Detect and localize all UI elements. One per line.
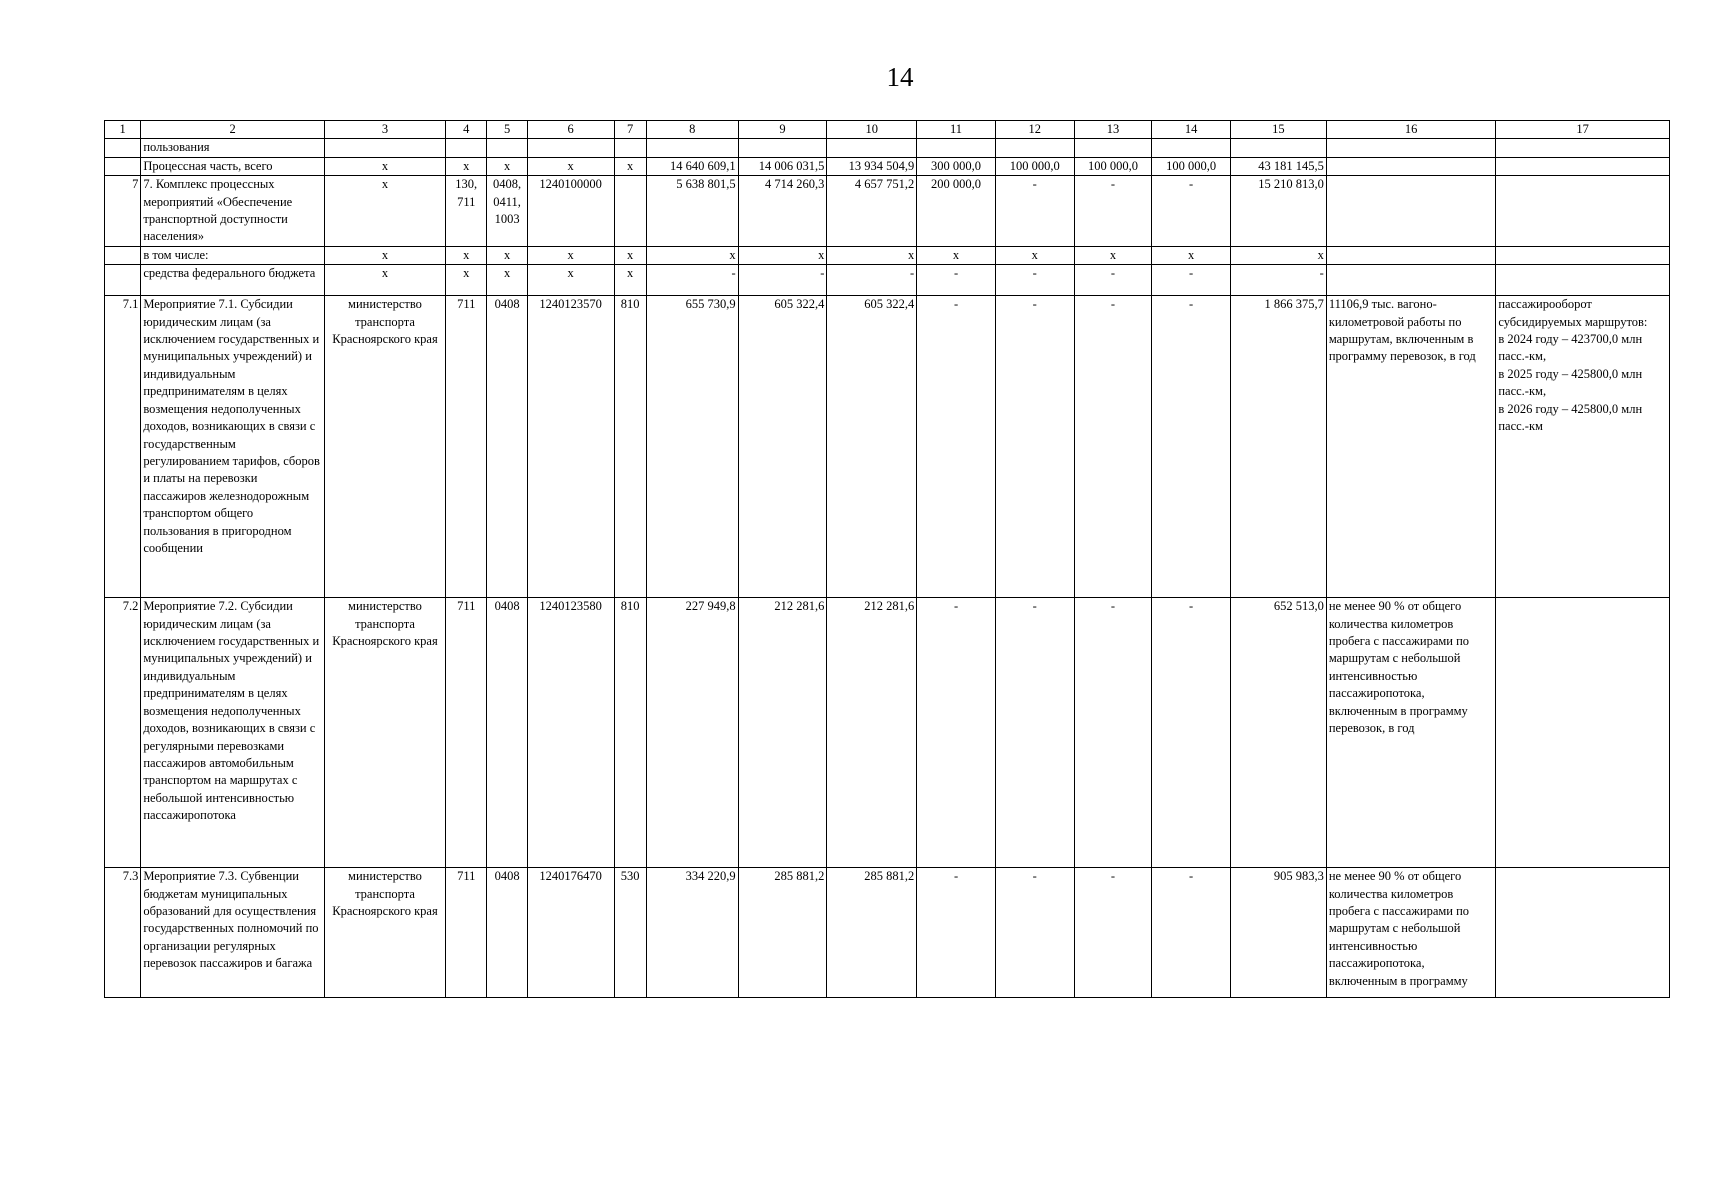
header-cell: 6 [527,121,614,139]
header-cell: 2 [141,121,325,139]
header-cell: 4 [446,121,487,139]
header-cell: 11 [917,121,996,139]
header-cell: 9 [738,121,827,139]
table-cell: 0408 [487,868,527,998]
table-cell [1230,139,1326,157]
table-row [105,246,1670,264]
table-cell [995,139,1074,157]
table-cell: 4 714 260,3 [738,176,827,247]
table-cell: Мероприятие 7.1. Субсидии юридическим лицам (за исключением государственных и муниципальных учреждений) и индивидуальным предпринимателям в целях возмещения недополученных доходов, возникающих в связи с государственным регулированием тарифов, сборов и платы на перевозки пассажиров железнодорожным транспортом общего пользования в пригородном сообщении [141,296,325,598]
table-cell [1496,157,1670,175]
table-cell: x [446,265,487,296]
table-row [105,176,1670,247]
table-cell: 14 006 031,5 [738,157,827,175]
table-cell: - [995,296,1074,598]
table-cell: - [646,265,738,296]
header-cell: 15 [1230,121,1326,139]
table-cell: - [1074,265,1152,296]
table-cell: 530 [614,868,646,998]
table-cell [614,139,646,157]
table-cell [1326,157,1496,175]
table-cell: 14 640 609,1 [646,157,738,175]
table-cell [487,139,527,157]
header-cell: 7 [614,121,646,139]
table-cell: 43 181 145,5 [1230,157,1326,175]
table-cell: 0408, 0411, 1003 [487,176,527,247]
table-cell [446,139,487,157]
table-row [105,598,1670,868]
table-cell: не менее 90 % от общего количества километров пробега с пассажирами по маршрутам с небольшой интенсивностью пассажиропотока, включенным в программу [1326,868,1496,998]
table-cell: x [827,246,917,264]
table-cell: 100 000,0 [995,157,1074,175]
table-cell: 11106,9 тыс. вагоно-километровой работы по маршрутам, включенным в программу перевозок, в год [1326,296,1496,598]
header-cell: 1 [105,121,141,139]
table-header-row [105,121,1670,139]
table-cell [1326,139,1496,157]
table-cell: 810 [614,296,646,598]
header-cell: 8 [646,121,738,139]
table-cell [1496,139,1670,157]
table-cell [738,139,827,157]
table-cell: 655 730,9 [646,296,738,598]
table-cell: x [614,246,646,264]
table-cell: 212 281,6 [827,598,917,868]
table-row [105,157,1670,175]
table-cell: - [1152,176,1231,247]
table-cell: x [995,246,1074,264]
table-cell [105,246,141,264]
table-cell: x [446,157,487,175]
table-cell: 605 322,4 [738,296,827,598]
table-cell: 0408 [487,598,527,868]
table-cell: 13 934 504,9 [827,157,917,175]
table-cell: в том числе: [141,246,325,264]
table-cell: 1240123580 [527,598,614,868]
table-cell: - [1074,868,1152,998]
table-cell: 100 000,0 [1152,157,1231,175]
table-cell [105,265,141,296]
table-cell: пассажирооборот субсидируемых маршрутов: в 2024 году – 423700,0 млн пасс.-км, в 2025 году – 425800,0 млн пасс.-км, в 2026 году – 425800,0 млн пасс.-км [1496,296,1670,598]
table-cell: 605 322,4 [827,296,917,598]
table-cell: - [917,296,996,598]
table-cell [105,139,141,157]
table-cell: 711 [446,868,487,998]
table-cell: 334 220,9 [646,868,738,998]
table-cell: - [1074,176,1152,247]
table-cell: - [738,265,827,296]
table-cell: x [446,246,487,264]
table-cell [1496,265,1670,296]
table-cell: министерство транспорта Красноярского края [324,598,445,868]
table-cell: 4 657 751,2 [827,176,917,247]
table-cell: 810 [614,598,646,868]
header-cell: 3 [324,121,445,139]
table-cell: - [1152,296,1231,598]
table-cell: x [324,265,445,296]
table-cell [527,139,614,157]
table-cell [827,139,917,157]
table-cell: - [995,176,1074,247]
table-row [105,868,1670,998]
data-table [104,120,1670,998]
table-cell: x [917,246,996,264]
table-cell: x [487,157,527,175]
table-cell: не менее 90 % от общего количества километров пробега с пассажирами по маршрутам с небольшой интенсивностью пассажиропотока, включенным в программу перевозок, в год [1326,598,1496,868]
table-cell: - [1152,265,1231,296]
table-cell: Процессная часть, всего [141,157,325,175]
table-cell: 1240123570 [527,296,614,598]
table-cell: 1240176470 [527,868,614,998]
table-cell: 227 949,8 [646,598,738,868]
table-cell: 1 866 375,7 [1230,296,1326,598]
table-cell: - [1074,598,1152,868]
table-cell [1496,246,1670,264]
header-cell: 5 [487,121,527,139]
header-cell: 12 [995,121,1074,139]
header-cell: 17 [1496,121,1670,139]
table-cell: 711 [446,598,487,868]
table-cell [1326,265,1496,296]
table-cell: 652 513,0 [1230,598,1326,868]
header-cell: 16 [1326,121,1496,139]
table-cell: 7. Комплекс процессных мероприятий «Обеспечение транспортной доступности населения» [141,176,325,247]
table-cell [1496,868,1670,998]
table-cell: 7.3 [105,868,141,998]
table-cell: 905 983,3 [1230,868,1326,998]
table-cell: 100 000,0 [1074,157,1152,175]
table-cell: 15 210 813,0 [1230,176,1326,247]
table-cell: x [527,246,614,264]
table-cell: x [1230,246,1326,264]
table-cell: x [324,157,445,175]
table-row [105,265,1670,296]
table-cell: x [487,265,527,296]
table-cell: - [1230,265,1326,296]
table-cell: - [917,598,996,868]
table-cell: министерство транспорта Красноярского края [324,868,445,998]
table-cell [1326,246,1496,264]
table-cell [917,139,996,157]
table-cell: x [527,265,614,296]
table-cell [1496,176,1670,247]
table-cell: x [324,246,445,264]
table-cell: x [527,157,614,175]
table-cell: x [646,246,738,264]
table-cell: - [995,868,1074,998]
table-cell: 285 881,2 [827,868,917,998]
table-cell: 300 000,0 [917,157,996,175]
table-cell: x [1152,246,1231,264]
table-cell: 200 000,0 [917,176,996,247]
table-cell: - [995,265,1074,296]
table-cell: - [1152,868,1231,998]
table-cell: - [917,265,996,296]
table-cell: министерство транспорта Красноярского края [324,296,445,598]
table-cell: Мероприятие 7.3. Субвенции бюджетам муниципальных образований для осуществления государственных полномочий по организации регулярных перевозок пассажиров и багажа [141,868,325,998]
table-row [105,296,1670,598]
table-cell: x [614,157,646,175]
table-cell: x [614,265,646,296]
table-cell [1326,176,1496,247]
table-cell: 0408 [487,296,527,598]
table-cell: 285 881,2 [738,868,827,998]
table-cell: средства федерального бюджета [141,265,325,296]
table-cell: - [1152,598,1231,868]
table-cell: 711 [446,296,487,598]
table-cell: 212 281,6 [738,598,827,868]
table-cell: 1240100000 [527,176,614,247]
table-cell: x [324,176,445,247]
table-cell [105,157,141,175]
table-cell [1496,598,1670,868]
table-row [105,139,1670,157]
page-number: 14 [886,62,914,92]
table-cell: x [487,246,527,264]
table-cell: 7.2 [105,598,141,868]
header-cell: 10 [827,121,917,139]
table-cell: x [738,246,827,264]
table-cell: Мероприятие 7.2. Субсидии юридическим лицам (за исключением государственных и муниципальных учреждений) и индивидуальным предпринимателям в целях возмещения недополученных доходов, возникающих в связи с регулярными перевозками пассажиров автомобильным транспортом на маршрутах с небольшой интенсивностью пассажиропотока [141,598,325,868]
table-cell: - [1074,296,1152,598]
table-cell [614,176,646,247]
header-cell: 14 [1152,121,1231,139]
table-cell: x [1074,246,1152,264]
table-cell: - [995,598,1074,868]
table-cell: 130, 711 [446,176,487,247]
table-cell [1152,139,1231,157]
table-cell: пользования [141,139,325,157]
table-cell [1074,139,1152,157]
header-cell: 13 [1074,121,1152,139]
table-cell: - [917,868,996,998]
table-cell [324,139,445,157]
table-cell: - [827,265,917,296]
table-cell: 7 [105,176,141,247]
table-cell: 7.1 [105,296,141,598]
table-cell: 5 638 801,5 [646,176,738,247]
table-cell [646,139,738,157]
